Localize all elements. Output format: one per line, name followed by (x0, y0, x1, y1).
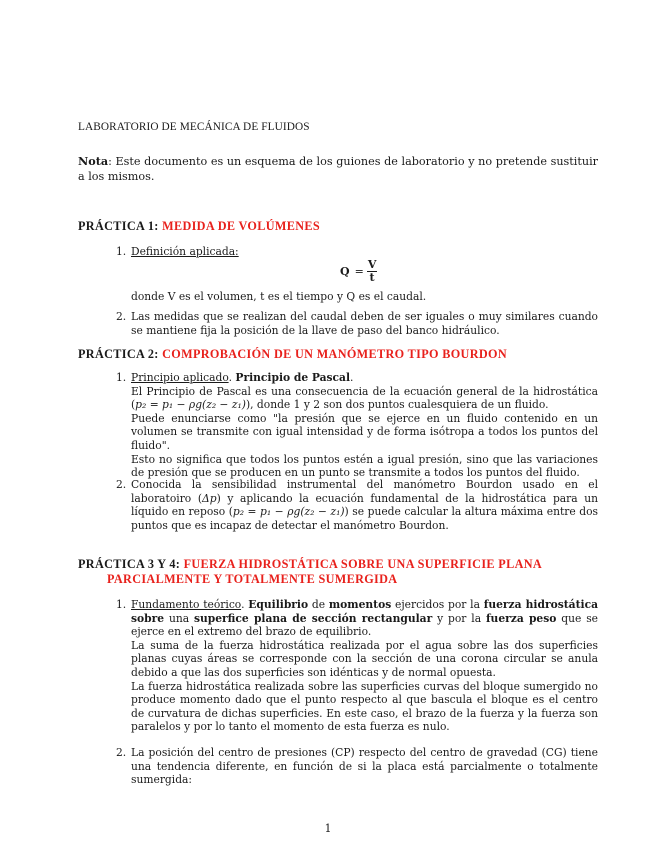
paragraph: La suma de la fuerza hidrostática realizada por el agua sobre las dos superficies planas cuyas áreas se corresponde con la sección de una corona circular se anula debido a que las dos superficies son idénticas y de normal opuesta. (131, 638, 598, 679)
section-heading-practica-3-4 (78, 557, 603, 587)
item-text: La posición del centro de presiones (CP) respecto del centro de gravedad (CG) tiene una tendencia diferente, en función de si la placa está parcialmente o totalmente sumergida: (131, 746, 598, 787)
formula-caudal (340, 259, 377, 284)
list-item (116, 310, 600, 340)
list-item (116, 746, 600, 787)
document-header: LABORATORIO DE MECÁNICA DE FLUIDOS (78, 121, 310, 133)
equation: p₂ = p₁ − ρg(z₂ − z₁) (232, 505, 345, 519)
section-prefix: PRÁCTICA 3 Y 4: (78, 557, 181, 571)
item-number: 2. (116, 746, 127, 759)
formula-denominator: t (369, 271, 375, 284)
item-label: Definición aplicada: (131, 245, 239, 258)
item-number: 1. (116, 245, 127, 258)
paragraph: La fuerza hidrostática realizada sobre las superficies curvas del bloque sumergido no produce momento dado que el punto respecto al que bascula el bloque es el centro de curvatura de dichas superficies. En este caso, el brazo de la fuerza y la fuerza son paralelos y por lo tanto el momento de esta fuerza es nulo. (131, 679, 598, 734)
item-number: 1. (116, 371, 127, 384)
list-item: 1. Fundamento teórico. Equilibrio de momentos ejercidos por la fuerza hidrostática sobre una superfice plana de sección rectangular y por la fuerza peso que se ejerce en el extremo del brazo de equilibrio. La suma de la fuerza hidrostática realizada por el agua sobre las dos superficies planas cuyas áreas se corresponde con la sección de una corona circular se anula debido a que las dos superficies son idénticas y de normal opuesta. La fuerza hidrostática realizada sobre las superficies curvas del bloque sumergido no produce momento dado que el punto respecto al que bascula el bloque es el centro de curvatura de dichas superficies. En este caso, el brazo de la fuerza y la fuerza son paralelos y por lo tanto el momento de esta fuerza es nulo. (116, 598, 599, 734)
section-prefix: PRÁCTICA 1: (78, 219, 159, 233)
paragraph: Esto no significa que todos los puntos estén a igual presión, sino que las variaciones de presión que se producen en un punto se transmite a todos los puntos del fluido. (131, 452, 598, 480)
section-title: FUERZA HIDROSTÁTICA SOBRE UNA SUPERFICIE PLANA (183, 557, 543, 571)
section-title: MEDIDA DE VOLÚMENES (162, 219, 320, 233)
item-number: 2. (116, 310, 127, 323)
section-heading-practica-1 (78, 219, 603, 234)
note-text: : Este documento es un esquema de los guiones de laboratorio y no pretende sustituir a los mismos. (78, 155, 598, 183)
item-number: 2. (116, 478, 127, 491)
equation: p₂ = p₁ − ρg(z₂ − z₁) (135, 398, 246, 412)
item-label: Fundamento teórico (131, 598, 242, 611)
section-prefix: PRÁCTICA 2: (78, 347, 159, 361)
item-number: 1. (116, 598, 127, 611)
section-title: COMPROBACIÓN DE UN MANÓMETRO TIPO BOURDON (162, 347, 507, 361)
item-text: Las medidas que se realizan del caudal deben de ser iguales o muy similares cuando se mantiene fija la posición de la llave de paso del banco hidráulico. (131, 310, 598, 337)
section-heading-practica-2 (78, 347, 603, 362)
item-after-text: donde V es el volumen, t es el tiempo y Q es el caudal. (131, 290, 427, 303)
paragraph: Puede enunciarse como "la presión que se ejerce en un fluido contenido en un volumen se transmite con igual intensidad y de forma isótropa a todos los puntos del fluido". (131, 411, 598, 452)
note-paragraph (78, 154, 598, 184)
formula-numerator: V (367, 258, 377, 271)
formula-eq: = (354, 265, 364, 278)
section-title-line-2: PARCIALMENTE Y TOTALMENTE SUMERGIDA (107, 572, 398, 586)
list-item: 2. Conocida la sensibilidad instrumental del manómetro Bourdon usado en el laboratoiro (Δp) y aplicando la ecuación fundamental de la hidrostática para un líquido en reposo (p₂ = p₁ − ρg(z₂ − z₁)) se puede calcular la altura máxima entre dos puntos que es incapaz de detectar el manómetro Bourdon. (116, 478, 599, 532)
equation: Δp (202, 491, 217, 505)
item-bold: Principio de Pascal (235, 371, 351, 384)
note-label: Nota (78, 154, 109, 168)
formula-lhs: Q (340, 265, 350, 278)
item-label: Principio aplicado (131, 371, 229, 384)
page-number: 1 (324, 822, 332, 835)
list-item: 1. Principio aplicado. Principio de Pascal. El Principio de Pascal es una consecuencia de la ecuación general de la hidrostática (p₂ = p₁ − ρg(z₂ − z₁)), donde 1 y 2 son dos puntos cualesquiera de un fluido. Puede enunciarse como "la presión que se ejerce en un fluido contenido en un volumen se transmite con igual intensidad y de forma isótropa a todos los puntos del fluido". Esto no significa que todos los puntos estén a igual presión, sino que las variaciones de presión que se producen en un punto se transmite a todos los puntos del fluido. (116, 371, 598, 480)
